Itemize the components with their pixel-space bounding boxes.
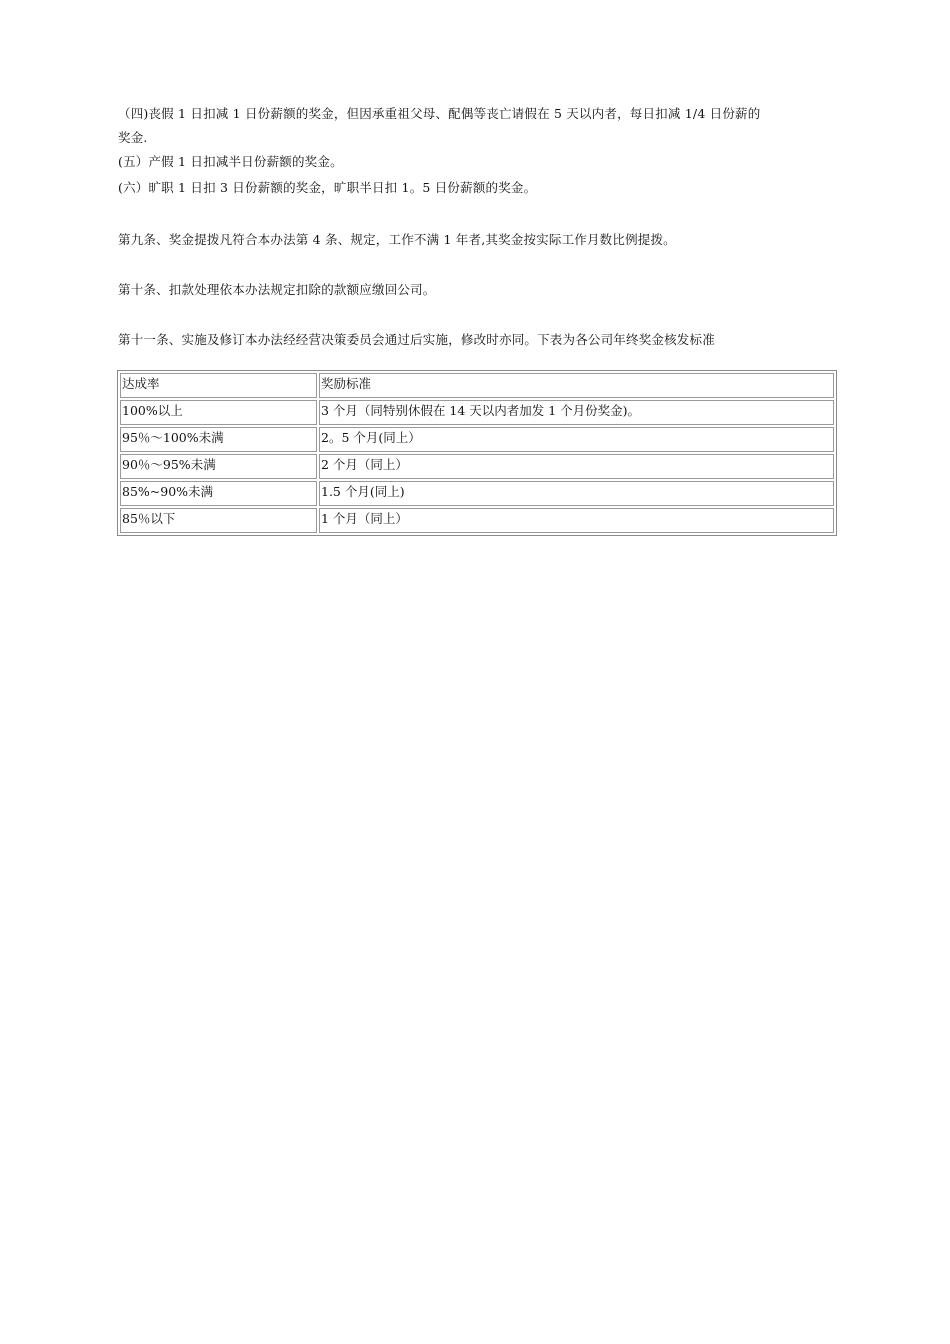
paragraph-article-10: 第十条、扣款处理依本办法规定扣除的款额应缴回公司。: [118, 282, 436, 297]
table-row: [120, 481, 834, 506]
table-cell-rate: 95％～100%未满: [120, 427, 317, 452]
table-cell-reward: 1 个月（同上）: [319, 508, 834, 533]
table-header-row: [120, 373, 834, 398]
paragraph-absenteeism: (六）旷职 1 日扣 3 日份薪额的奖金，旷职半日扣 1。5 日份薪额的奖金。: [118, 180, 537, 195]
table-cell-reward: 2。5 个月(同上）: [319, 427, 834, 452]
table-row: [120, 508, 834, 533]
bonus-standard-table: [117, 370, 837, 536]
table-cell-rate: 85％以下: [120, 508, 317, 533]
table-cell-reward: 3 个月（同特别休假在 14 天以内者加发 1 个月份奖金)。: [319, 400, 834, 425]
paragraph-funeral-leave: （四)丧假 1 日扣减 1 日份薪额的奖金，但因承重祖父母、配偶等丧亡请假在 5 天以内者，每日扣减 1/4 日份薪的: [118, 106, 761, 121]
paragraph-article-9: 第九条、奖金提拨凡符合本办法第 4 条、规定，工作不满 1 年者,其奖金按实际工作月数比例提拨。: [118, 232, 676, 247]
paragraph-maternity-leave: (五）产假 1 日扣减半日份薪额的奖金。: [118, 154, 343, 169]
table-cell-rate: 85%~90%未满: [120, 481, 317, 506]
table-cell-rate: 100%以上: [120, 400, 317, 425]
table-cell-reward: 2 个月（同上）: [319, 454, 834, 479]
table-row: [120, 454, 834, 479]
table-row: [120, 400, 834, 425]
header-reward-standard: 奖励标准: [319, 373, 834, 398]
header-achievement-rate: 达成率: [120, 373, 317, 398]
table-cell-reward: 1.5 个月(同上): [319, 481, 834, 506]
paragraph-article-11: 第十一条、实施及修订本办法经经营决策委员会通过后实施，修改时亦同。下表为各公司年终奖金核发标准: [118, 332, 715, 347]
table-cell-rate: 90％～95%未满: [120, 454, 317, 479]
paragraph-funeral-leave-continued: 奖金.: [118, 130, 148, 145]
table-row: [120, 427, 834, 452]
